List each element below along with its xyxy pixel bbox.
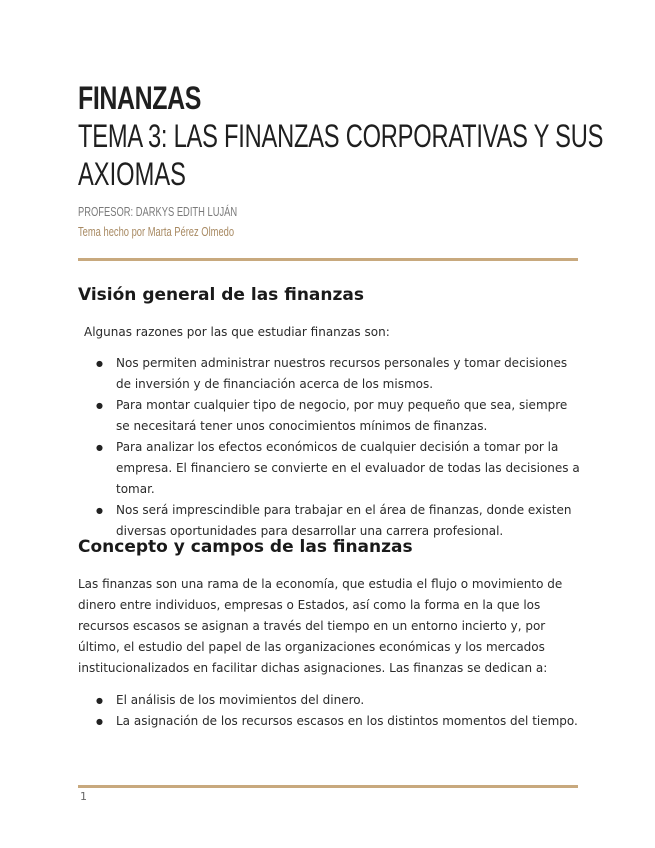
section-intro-text: Algunas razones por las que estudiar finanzas son:	[84, 325, 390, 339]
list-item: ● La asignación de los recursos escasos en los distintos momentos del tiempo.	[96, 711, 581, 732]
list-item: ● Nos será imprescindible para trabajar en el área de finanzas, donde existen diversas oportunidades para desarrollar una carrera profesional.	[96, 500, 581, 542]
reasons-list	[96, 353, 581, 542]
list-item: ● El análisis de los movimientos del dinero.	[96, 690, 581, 711]
professor-line: PROFESOR: DARKYS EDITH LUJÁN	[78, 204, 238, 219]
header-divider	[78, 258, 578, 261]
section-heading-concepto: Concepto y campos de las finanzas	[78, 537, 413, 557]
section-paragraph: Las finanzas son una rama de la economía, que estudia el flujo o movimiento de dinero entre individuos, empresas o Estados, así como la forma en la que los recursos escasos se asignan a través del tiempo en un entorno incierto y, por último, el estudio del papel de las organizaciones económicas y los mercados institucionalizados en facilitar dichas asignaciones. Las finanzas se dedican a:	[78, 577, 563, 675]
document-title: FINANZAS	[78, 80, 202, 116]
finance-fields-list	[96, 690, 581, 732]
section-heading-vision: Visión general de las finanzas	[78, 285, 364, 305]
footer-divider	[78, 785, 578, 788]
page-number: 1	[80, 790, 87, 803]
document-subtitle-line2: AXIOMAS	[78, 156, 186, 192]
list-item: ● Para montar cualquier tipo de negocio, por muy pequeño que sea, siempre se necesitará tener unos conocimientos mínimos de finanzas.	[96, 395, 581, 437]
list-item: ● Nos permiten administrar nuestros recursos personales y tomar decisiones de inversión y de financiación acerca de los mismos.	[96, 353, 581, 395]
list-item: ● Para analizar los efectos económicos de cualquier decisión a tomar por la empresa. El financiero se convierte en el evaluador de todas las decisiones a tomar.	[96, 437, 581, 500]
document-subtitle-line1: TEMA 3: LAS FINANZAS CORPORATIVAS Y SUS	[78, 118, 604, 154]
author-line: Tema hecho por Marta Pérez Olmedo	[78, 224, 235, 239]
